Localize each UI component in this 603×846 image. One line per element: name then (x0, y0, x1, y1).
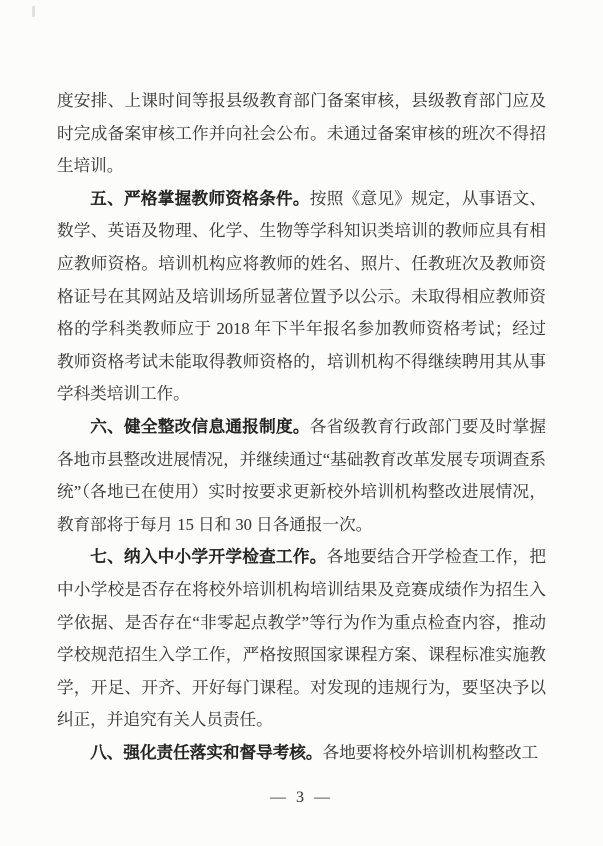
page-number: — 3 — (270, 789, 333, 806)
section-heading-7: 七、纳入中小学开学检查工作。 (90, 547, 327, 567)
paragraph-continuation (57, 85, 546, 183)
paragraph-text: 各地要将校外培训机构整改工 (322, 742, 539, 762)
paragraph-text: 各地要结合开学检查工作，把中小学校是否存在将校外培训机构培训结果及竞赛成绩作为招生入学依据、是否存在“非零起点教学”等行为作为重点检查内容，推动学校规范招生入学工作，严格按照国家课程方案、课程标准实施教学，开足、开齐、开好每门课程。对发现的违规行为，要坚决予以纠正，并追究有关人员责任。 (57, 547, 547, 730)
document-body (57, 85, 546, 769)
section-heading-8: 八、强化责任落实和督导考核。 (90, 742, 323, 762)
paragraph-section-7 (57, 541, 546, 737)
paragraph-text: 按照《意见》规定，从事语文、数学、英语及物理、化学、生物等学科知识类培训的教师应具有相应教师资格。培训机构应将教师的姓名、照片、任教班次及教师资格证号在其网站及培训场所显著位置予以公示。未取得相应教师资格的学科类教师应于 2018 年下半年报名参加教师资格考试；经过教师资格考试未能取得教师资格的，培训机构不得继续聘用其从事学科类培训工作。 (57, 188, 546, 404)
paragraph-section-6 (57, 411, 546, 541)
section-heading-5: 五、严格掌握教师资格条件。 (90, 188, 310, 208)
section-heading-6: 六、健全整改信息通报制度。 (90, 416, 310, 436)
paragraph-section-5 (57, 183, 546, 411)
paragraph-text: 各省级教育行政部门要及时掌握各地市县整改进展情况，并继续通过“基础教育改革发展专项调查系统”（各地已在使用）实时按要求更新校外培训机构整改进展情况，教育部将于每月 15 日和 30 日各通报一次。 (57, 416, 546, 534)
scan-artifact-mark (32, 6, 35, 17)
paragraph-text: 度安排、上课时间等报县级教育部门备案审核，县级教育部门应及时完成备案审核工作并向社会公布。未通过备案审核的班次不得招生培训。 (57, 91, 546, 176)
paragraph-section-8 (57, 737, 546, 770)
